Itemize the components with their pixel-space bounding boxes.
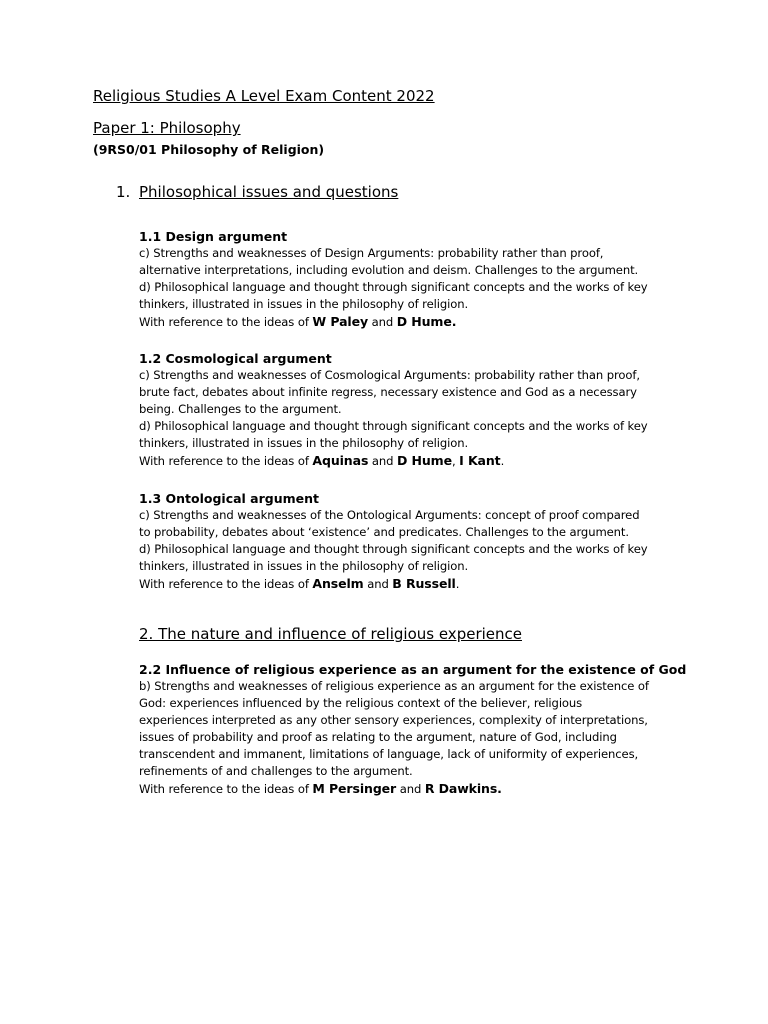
content-line: d) Philosophical language and thought through significant concepts and the works of key [139, 280, 648, 294]
thinker-name: Anselm [312, 576, 364, 591]
content-line: alternative interpretations, including evolution and deism. Challenges to the argument. [139, 263, 639, 277]
content-line: thinkers, illustrated in issues in the philosophy of religion. [139, 559, 469, 573]
subsection-1-1 [139, 228, 679, 331]
thinker-name: W Paley [312, 314, 369, 329]
reference-suffix: . [455, 577, 460, 591]
thinker-name: R Dawkins. [424, 781, 502, 796]
content-line: b) Strengths and weaknesses of religious experience as an argument for the existence of [139, 679, 649, 693]
paper-title: Paper 1: Philosophy [93, 119, 241, 137]
content-line: c) Strengths and weaknesses of Cosmological Arguments: probability rather than proof, [139, 368, 640, 382]
subsection-title: 2.2 Influence of religious experience as an argument for the existence of God [139, 662, 687, 677]
thinker-name: D Hume [396, 453, 452, 468]
thinker-name: Aquinas [312, 453, 369, 468]
content-line: to probability, debates about ‘existence’ and predicates. Challenges to the argument. [139, 525, 629, 539]
subsection-2-2 [139, 661, 687, 798]
content-line: experiences interpreted as any other sensory experiences, complexity of interpretations, [139, 713, 648, 727]
reference-separator: , [451, 454, 460, 468]
reference-prefix: With reference to the ideas of [139, 454, 313, 468]
reference-separator: and [368, 454, 397, 468]
reference-separator: and [396, 782, 425, 796]
reference-line [139, 313, 679, 331]
section-1-heading: Philosophical issues and questions [139, 183, 399, 201]
content-line: d) Philosophical language and thought through significant concepts and the works of key [139, 419, 648, 433]
subsection-title: 1.2 Cosmological argument [139, 351, 332, 366]
subsection-title: 1.3 Ontological argument [139, 491, 319, 506]
subsection-1-3 [139, 490, 679, 593]
reference-prefix: With reference to the ideas of [139, 315, 313, 329]
content-line: c) Strengths and weaknesses of Design Arguments: probability rather than proof, [139, 246, 604, 260]
document-title: Religious Studies A Level Exam Content 2022 [93, 87, 435, 105]
content-line: refinements of and challenges to the argument. [139, 764, 413, 778]
paper-code: (9RS0/01 Philosophy of Religion) [93, 142, 325, 157]
content-line: God: experiences influenced by the religious context of the believer, religious [139, 696, 583, 710]
reference-line [139, 575, 679, 593]
reference-prefix: With reference to the ideas of [139, 577, 313, 591]
thinker-name: B Russell [392, 576, 456, 591]
content-line: thinkers, illustrated in issues in the philosophy of religion. [139, 297, 469, 311]
content-line: c) Strengths and weaknesses of the Ontological Arguments: concept of proof compared [139, 508, 640, 522]
section-2-heading: 2. The nature and influence of religious experience [139, 625, 522, 643]
content-line: brute fact, debates about infinite regress, necessary existence and God as a necessary [139, 385, 637, 399]
section-1-number: 1. [116, 183, 131, 201]
thinker-name: I Kant [459, 453, 501, 468]
content-line: issues of probability and proof as relating to the argument, nature of God, including [139, 730, 617, 744]
content-line: thinkers, illustrated in issues in the philosophy of religion. [139, 436, 469, 450]
reference-prefix: With reference to the ideas of [139, 782, 313, 796]
subsection-title: 1.1 Design argument [139, 229, 288, 244]
thinker-name: D Hume. [396, 314, 457, 329]
content-line: being. Challenges to the argument. [139, 402, 342, 416]
reference-separator: and [363, 577, 393, 591]
reference-line [139, 452, 679, 470]
content-line: d) Philosophical language and thought through significant concepts and the works of key [139, 542, 648, 556]
reference-suffix: . [500, 454, 505, 468]
subsection-1-2 [139, 350, 679, 470]
thinker-name: M Persinger [312, 781, 397, 796]
content-line: transcendent and immanent, limitations of language, lack of uniformity of experiences, [139, 747, 639, 761]
reference-line [139, 780, 679, 798]
reference-separator: and [368, 315, 397, 329]
